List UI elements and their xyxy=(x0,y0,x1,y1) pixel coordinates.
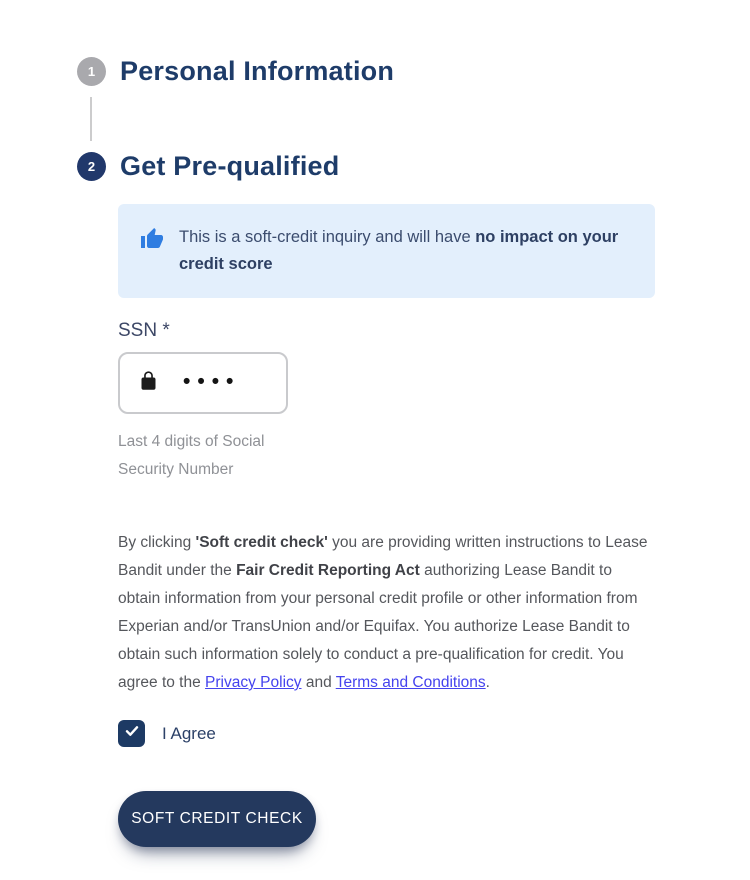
step-2-number: 2 xyxy=(87,159,96,174)
legal-bold-fcra: Fair Credit Reporting Act xyxy=(236,562,420,579)
soft-credit-check-button[interactable]: SOFT CREDIT CHECK xyxy=(118,791,316,847)
step-1-number: 1 xyxy=(87,64,96,79)
privacy-policy-link[interactable]: Privacy Policy xyxy=(205,674,302,691)
legal-part-2: you are providing written instructions to Lease Bandit under the xyxy=(118,534,648,579)
terms-and-conditions-link[interactable]: Terms and Conditions xyxy=(335,674,486,691)
agreement-row xyxy=(118,720,655,747)
agree-checkbox[interactable] xyxy=(118,720,145,747)
step-personal-information[interactable] xyxy=(77,56,750,87)
legal-bold-soft-credit-check: 'Soft credit check' xyxy=(195,534,328,551)
legal-part-1: By clicking xyxy=(118,534,196,551)
banner-text-normal: This is a soft-credit inquiry and will have xyxy=(179,228,476,246)
banner-text-bold: no impact on your credit score xyxy=(179,228,619,273)
step-2-label: Get Pre-qualified xyxy=(120,151,340,181)
step-2-content xyxy=(118,204,655,847)
thumbs-up-icon xyxy=(140,224,164,278)
legal-part-3: authorizing Lease Bandit to obtain information from your personal credit profile or other information from Experian and/or TransUnion and/or Equifax. You authorize Lease Bandit to obtain such information solely to conduct a pre-qualification for credit. You agree to the xyxy=(118,562,638,691)
legal-part-4: and xyxy=(301,674,336,691)
step-connector-line xyxy=(90,97,92,141)
stepper xyxy=(0,56,750,182)
step-2-circle xyxy=(77,152,106,181)
lock-icon xyxy=(138,370,159,397)
soft-credit-info-banner xyxy=(118,204,655,298)
agree-label: I Agree xyxy=(162,723,216,743)
ssn-masked-value: •••• xyxy=(183,369,241,393)
legal-disclosure-text xyxy=(118,529,658,697)
checkmark-icon xyxy=(124,723,140,744)
ssn-input[interactable] xyxy=(118,352,288,414)
ssn-label: SSN * xyxy=(118,320,170,341)
step-get-pre-qualified[interactable] xyxy=(77,151,750,182)
step-1-label: Personal Information xyxy=(120,56,395,86)
banner-text xyxy=(179,224,631,278)
step-1-circle xyxy=(77,57,106,86)
legal-part-5: . xyxy=(485,674,490,691)
ssn-helper-text: Last 4 digits of Social Security Number xyxy=(118,433,265,478)
